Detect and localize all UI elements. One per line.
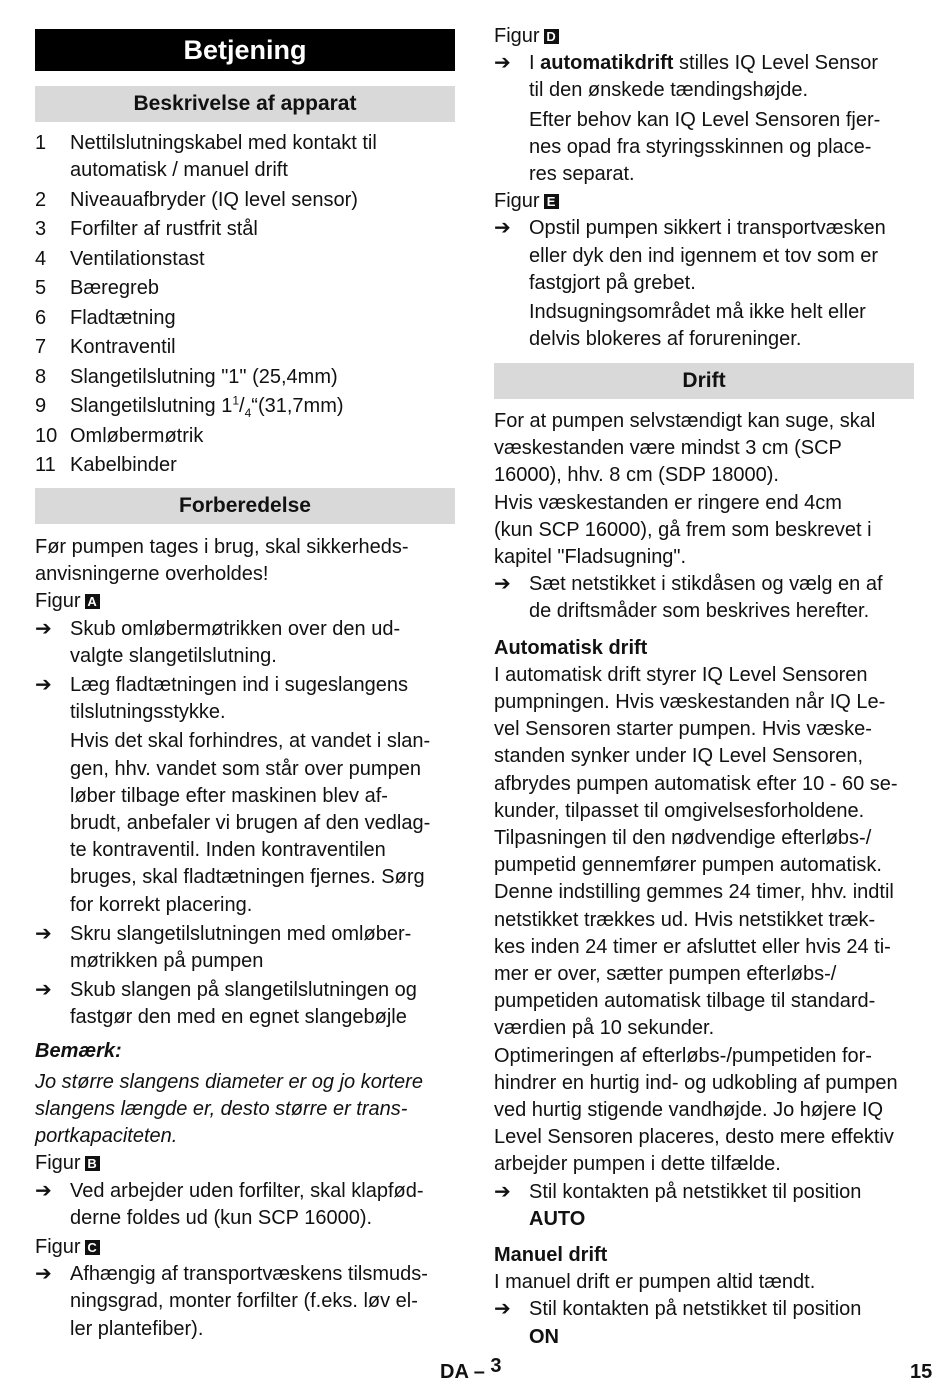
figure-box: E (544, 194, 559, 209)
note-text: slangens længde er, desto større er trans- (35, 1098, 408, 1120)
auto-line: arbejder pumpen i dette tilfælde. (494, 1153, 781, 1176)
item-number: 11 (35, 454, 56, 477)
note-line: res separat. (529, 163, 635, 185)
step-d-pre: I (529, 52, 541, 75)
item-text: Niveauafbryder (IQ level sensor) (70, 188, 358, 211)
item-text: Ventilationstast (70, 247, 205, 270)
auto-line: Optimeringen af efterløbs-/pumpetiden for- (494, 1044, 872, 1067)
step-line: Stil kontakten på netstikket til position (529, 1180, 862, 1203)
figure-box: C (85, 1240, 100, 1255)
auto-line: netstikket trækkes ud. Hvis netstikket træk- (494, 908, 876, 931)
subheading-automatic: Automatisk drift (494, 636, 648, 659)
subheading-manual: Manuel drift (494, 1244, 608, 1266)
auto-line: pumpetid gennemfører pumpen automatisk. (494, 854, 882, 877)
step-line: til den ønskede tændingshøjde. (529, 79, 809, 102)
auto-line: kunder, tilpasset til omgivelsesforholdene. (494, 799, 865, 822)
auto-line: Tilpasningen til den nødvendige efterløbs-/ (494, 827, 872, 849)
figure-box: B (85, 1156, 100, 1171)
item-text (70, 393, 344, 421)
note-line: delvis blokeres af forureninger. (529, 328, 802, 351)
footer-lang: DA – (440, 1361, 491, 1383)
step-line: Læg fladtætningen ind i sugeslangens (70, 674, 409, 696)
note-line: Efter behov kan IQ Level Sensoren fjer- (529, 108, 881, 131)
item-text: Slangetilslutning "1" (25,4mm) (70, 365, 338, 388)
figure-d (494, 24, 559, 48)
step-line: Sæt netstikket i stikdåsen og vælg en af (529, 573, 883, 596)
arrow-icon: ➔ (35, 617, 52, 640)
auto-line: hindrer en hurtig ind- og udkobling af pumpen (494, 1071, 898, 1094)
note-line: te kontraventil. Inden kontraventilen (70, 839, 386, 862)
auto-line: ved hurtig stigende vandhøjde. Jo højere IQ (494, 1099, 884, 1121)
auto-line: kes inden 24 timer er afsluttet eller hvis 24 ti- (494, 935, 891, 958)
step-line: Skub omløbermøtrikken over den ud- (70, 617, 401, 640)
fraction-denominator: 4 (244, 406, 252, 421)
section-heading-preparation: Forberedelse (35, 488, 455, 524)
note-line: løber tilbage efter maskinen blev af- (70, 784, 388, 807)
drift-line: For at pumpen selvstændigt kan suge, skal (494, 410, 876, 432)
figure-c (35, 1235, 100, 1259)
note-line: for korrekt placering. (70, 893, 253, 916)
figure-box: D (544, 29, 559, 44)
auto-line: Denne indstilling gemmes 24 timer, hhv. indtil (494, 881, 894, 904)
arrow-icon: ➔ (35, 922, 52, 945)
item-number: 2 (35, 188, 47, 211)
note-line: gen, hhv. vandet som står over pumpen (70, 757, 421, 780)
figure-label: Figur (494, 190, 540, 213)
item-text: Kabelbinder (70, 454, 177, 477)
arrow-icon: ➔ (35, 1179, 52, 1202)
arrow-icon: ➔ (494, 217, 511, 240)
auto-line: pumpetiden automatisk tilbage til standard- (494, 990, 876, 1013)
item-number: 1 (35, 132, 47, 154)
step-line: møtrikken på pumpen (70, 950, 264, 972)
step-line: eller dyk den ind igennem et tov som er (529, 244, 879, 267)
auto-line: I automatisk drift styrer IQ Level Sensoren (494, 663, 868, 686)
figure-b (35, 1151, 100, 1175)
fraction-numerator: 1 (232, 393, 240, 408)
step-line: fastgør den med en egnet slangebøjle (70, 1006, 407, 1029)
auto-line: pumpningen. Hvis væskestanden når IQ Le- (494, 691, 886, 713)
footer-chapter-number: 3 (490, 1355, 502, 1377)
note-label: Bemærk: (35, 1039, 122, 1062)
figure-a (35, 589, 100, 613)
note-line: Indsugningsområdet må ikke helt eller (529, 301, 866, 323)
footer-language (440, 1355, 502, 1384)
item-number: 3 (35, 218, 47, 241)
arrow-icon: ➔ (494, 1180, 511, 1203)
intro-line: Før pumpen tages i brug, skal sikkerheds- (35, 536, 409, 558)
step-line: fastgjort på grebet. (529, 271, 696, 294)
drift-line: Hvis væskestanden er ringere end 4cm (494, 491, 842, 514)
step-line: derne foldes ud (kun SCP 16000). (70, 1206, 373, 1229)
note-line: bruges, skal fladtætningen fjernes. Sørg (70, 866, 425, 889)
item-number: 6 (35, 306, 47, 329)
auto-line: standen synker under IQ Level Sensoren, (494, 745, 864, 768)
step-line: valgte slangetilslutning. (70, 644, 277, 667)
step-d-bold: automatikdrift (540, 52, 674, 75)
step-line: tilslutningsstykke. (70, 701, 226, 724)
item-text: Forfilter af rustfrit stål (70, 218, 258, 241)
manual-line: I manuel drift er pumpen altid tændt. (494, 1271, 816, 1294)
figure-label: Figur (35, 1152, 81, 1175)
step-d-post: stilles IQ Level Sensor (673, 52, 878, 75)
item-text-pre: Slangetilslutning 1 (70, 395, 233, 418)
item-text: Kontraventil (70, 336, 176, 359)
item-text: automatisk / manuel drift (70, 159, 288, 182)
item-number: 8 (35, 365, 47, 388)
step-line: Stil kontakten på netstikket til position (529, 1298, 862, 1321)
auto-line: værdien på 10 sekunder. (494, 1017, 715, 1040)
step-line: Ved arbejder uden forfilter, skal klapfød- (70, 1179, 424, 1202)
position-value: AUTO (529, 1207, 586, 1230)
note-line: Hvis det skal forhindres, at vandet i slan- (70, 730, 431, 753)
item-number: 10 (35, 424, 58, 447)
auto-line: vel Sensoren starter pumpen. Hvis væske- (494, 718, 872, 741)
item-text: Omløbermøtrik (70, 424, 204, 447)
drift-line: (kun SCP 16000), gå frem som beskrevet i (494, 518, 872, 541)
item-text: Bæregreb (70, 277, 159, 300)
section-heading-drift: Drift (494, 363, 914, 399)
note-line: brudt, anbefaler vi brugen af den vedlag- (70, 812, 431, 834)
figure-label: Figur (35, 590, 81, 613)
step-line: Skru slangetilslutningen med omløber- (70, 922, 412, 945)
note-text: portkapaciteten. (35, 1125, 178, 1148)
item-number: 9 (35, 395, 47, 418)
step-line: Opstil pumpen sikkert i transportvæsken (529, 217, 886, 240)
position-value: ON (529, 1325, 559, 1348)
item-text: Fladtætning (70, 306, 176, 329)
page-title: Betjening (35, 29, 455, 71)
arrow-icon: ➔ (35, 979, 52, 1002)
figure-box: A (85, 594, 100, 609)
fraction-slash: / (239, 395, 245, 418)
item-number: 5 (35, 277, 47, 300)
step-line (529, 51, 878, 75)
intro-line: anvisningerne overholdes! (35, 563, 269, 586)
arrow-icon: ➔ (494, 1298, 511, 1321)
note-text: Jo større slangens diameter er og jo kortere (35, 1070, 423, 1093)
drift-line: væskestanden være mindst 3 cm (SCP (494, 437, 842, 460)
arrow-icon: ➔ (494, 52, 511, 75)
page-number: 15 (910, 1361, 933, 1383)
section-heading-description: Beskrivelse af apparat (35, 86, 455, 122)
auto-line: afbrydes pumpen automatisk efter 10 - 60 se- (494, 772, 898, 795)
arrow-icon: ➔ (35, 1263, 52, 1286)
item-number: 4 (35, 247, 47, 270)
step-line: ler plantefiber). (70, 1317, 204, 1340)
item-text: Nettilslutningskabel med kontakt til (70, 132, 377, 154)
figure-label: Figur (494, 25, 540, 47)
drift-line: 16000), hhv. 8 cm (SDP 18000). (494, 464, 779, 487)
figure-label: Figur (35, 1236, 81, 1258)
arrow-icon: ➔ (494, 573, 511, 596)
note-line: nes opad fra styringsskinnen og place- (529, 135, 872, 158)
step-line: Skub slangen på slangetilslutningen og (70, 979, 417, 1002)
step-line: Afhængig af transportvæskens tilsmuds- (70, 1263, 428, 1286)
item-number: 7 (35, 336, 47, 359)
drift-line: kapitel "Fladsugning". (494, 546, 687, 568)
auto-line: mer er over, sætter pumpen efterløbs-/ (494, 963, 837, 985)
arrow-icon: ➔ (35, 674, 52, 696)
step-line: ningsgrad, monter forfilter (f.eks. løv el- (70, 1290, 418, 1313)
item-text-post: “(31,7mm) (251, 395, 344, 418)
auto-line: Level Sensoren placeres, desto mere effektiv (494, 1126, 894, 1149)
figure-e (494, 189, 559, 213)
step-line: de driftsmåder som beskrives herefter. (529, 600, 870, 623)
